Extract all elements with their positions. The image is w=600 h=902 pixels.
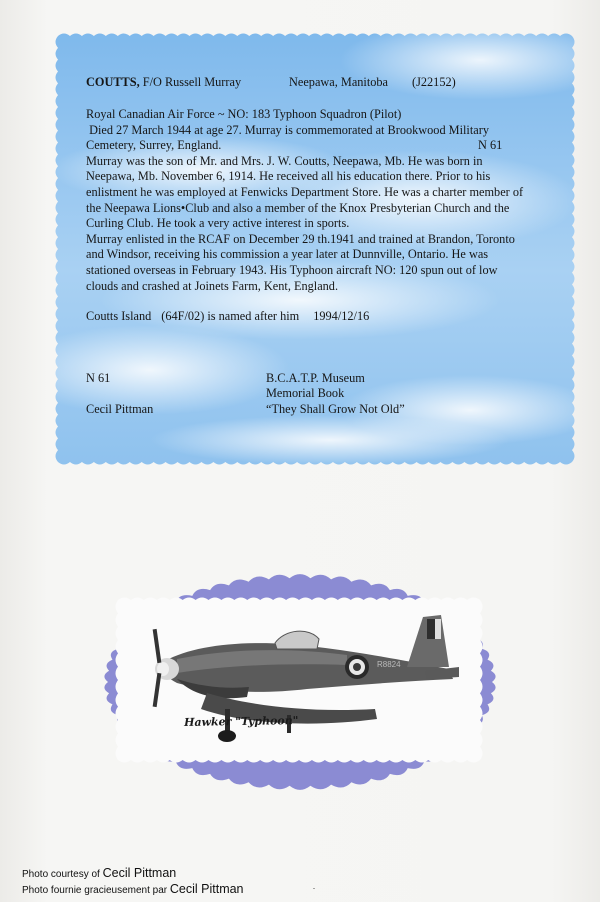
source-citation <box>266 371 405 418</box>
service-number: (J22152) <box>412 75 456 89</box>
bio-line: Cemetery, Surrey, England. N 61 <box>86 138 503 153</box>
inline-ref: N 61 <box>478 138 503 153</box>
island-dedication <box>86 309 571 325</box>
bio-line: Royal Canadian Air Force ~ NO: 183 Typhoon Squadron (Pilot) <box>86 107 402 121</box>
source-line: Memorial Book <box>266 386 345 401</box>
credit-name: Cecil Pittman <box>102 866 177 880</box>
card-header <box>86 75 571 93</box>
source-line: “They Shall Grow Not Old” <box>266 401 405 416</box>
photo-caption: Hawker "Typhoon" <box>183 714 299 729</box>
credit-english: Photo courtesy of Cecil Pittman <box>22 866 177 880</box>
dedication-date: 1994/12/16 <box>313 309 370 324</box>
bio-line: and Windsor, receiving his commission a year later at Dunnville, Ontario. He was <box>86 247 489 262</box>
map-reference: (64F/02) is named after him <box>161 309 300 324</box>
bio-line: Murray was the son of Mr. and Mrs. J. W. Coutts, Neepawa, Mb. He was born in <box>86 153 483 168</box>
hometown: Neepawa, Manitoba <box>289 75 389 89</box>
airman-name: COUTTS, F/O Russell Murray <box>86 75 242 89</box>
memorial-card-text <box>86 75 571 431</box>
source-line: B.C.A.T.P. Museum <box>266 370 365 385</box>
bio-line: the Neepawa Lions•Club and also a member of the Knox Presbyterian Church and the <box>86 200 510 215</box>
bio-line: Neepawa, Mb. November 6, 1914. He received all his education there. Prior to his <box>86 169 491 184</box>
island-name: Coutts Island <box>86 309 152 324</box>
stray-mark: . <box>313 882 315 891</box>
photo-credits <box>22 866 244 898</box>
contributor-name: Cecil Pittman <box>86 401 154 416</box>
bio-line: clouds and crashed at Joinets Farm, Kent, England. <box>86 278 339 293</box>
biography <box>86 107 571 294</box>
bio-line: Murray enlisted in the RCAF on December 29 th.1941 and trained at Brandon, Toronto <box>86 231 515 246</box>
bio-line: Curling Club. He took a very active interest in sports. <box>86 216 350 231</box>
card-footer <box>86 371 571 431</box>
bio-line: Died 27 March 1944 at age 27. Murray is commemorated at Brookwood Military <box>86 122 489 137</box>
credit-french: Photo fournie gracieusement par Cecil Pittman <box>22 882 244 896</box>
credit-name: Cecil Pittman <box>169 882 244 896</box>
footer-ref: N 61 <box>86 370 111 385</box>
aircraft-code: R8824 <box>377 660 401 669</box>
bio-line: enlistment he was employed at Fenwicks Department Store. He was a charter member of <box>86 184 524 199</box>
bio-line: stationed overseas in February 1943. His Typhoon aircraft NO: 120 spun out of low <box>86 262 498 277</box>
